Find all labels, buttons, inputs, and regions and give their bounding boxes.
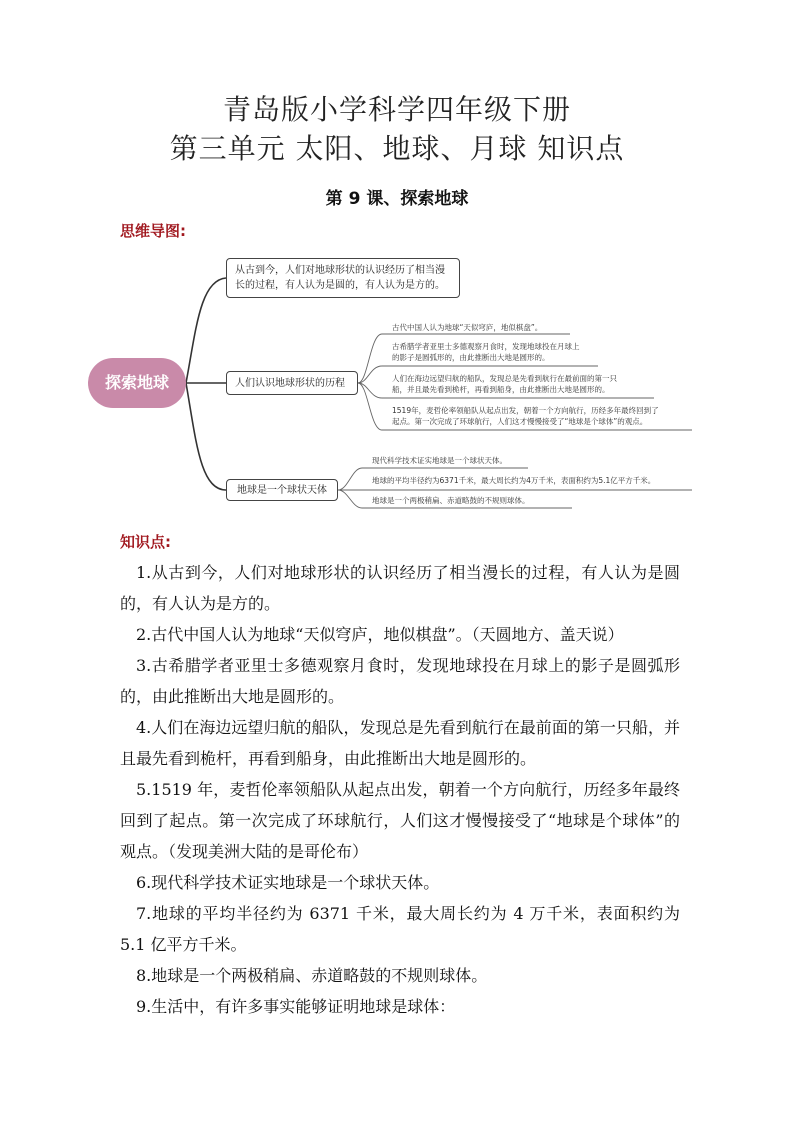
knowledge-point-7: 7.地球的平均半径约为 6371 千米，最大周长约为 4 万千米，表面积约为 5.1 亿平方千米。 [120, 904, 680, 954]
root-node: 探索地球 [88, 358, 186, 408]
leaf-node: 古代中国人认为地球“天似穹庐，地似棋盘”。 [392, 323, 543, 332]
leaf-node: 现代科学技术证实地球是一个球状天体。 [372, 456, 507, 465]
mind-map-label: 思维导图: [120, 222, 186, 240]
knowledge-point-2: 2.古代中国人认为地球“天似穹庐，地似棋盘”。（天圆地方、盖天说） [136, 625, 624, 644]
leaf-node: 古希腊学者亚里士多德观察月食时，发现地球投在月球上 的影子是圆弧形的，由此推断出大地是圆形的。 [392, 342, 580, 362]
branch-node-1: 从古到今，人们对地球形状的认识经历了相当漫长的过程，有人认为是圆的，有人认为是方的。 [226, 258, 460, 298]
knowledge-points-label: 知识点: [120, 533, 171, 551]
knowledge-point-8: 8.地球是一个两极稍扁、赤道略鼓的不规则球体。 [136, 966, 488, 985]
leaf-node: 1519年，麦哲伦率领船队从起点出发，朝着一个方向航行，历经多年最终回到了 起点。第一次完成了环球航行，人们这才慢慢接受了“地球是个球体”的观点。 [392, 406, 659, 426]
connector-branch1 [186, 278, 226, 383]
document-title: 青岛版小学科学四年级下册 [222, 93, 571, 126]
lesson-title: 第 9 课、探索地球 [325, 189, 469, 209]
connector-branch3 [186, 383, 226, 490]
leaf-node: 人们在海边远望归航的船队，发现总是先看到航行在最前面的第一只 船，并且最先看到桅杆，再看到船身，由此推断出大地是圆形的。 [392, 374, 617, 394]
branch-node-3: 地球是一个球状天体 [226, 479, 338, 501]
leaf-node: 地球是一个两极稍扁、赤道略鼓的不规则球体。 [372, 496, 530, 505]
knowledge-point-5: 5.1519 年，麦哲伦率领船队从起点出发，朝着一个方向航行，历经多年最终回到了起点。第一次完成了环球航行，人们这才慢慢接受了“地球是个球体”的观点。（发现美洲大陆的是哥伦布） [120, 780, 680, 861]
knowledge-point-4: 4.人们在海边远望归航的船队，发现总是先看到航行在最前面的第一只船，并且最先看到桅杆，再看到船身，由此推断出大地是圆形的。 [120, 718, 680, 768]
knowledge-point-6: 6.现代科学技术证实地球是一个球状天体。 [136, 873, 440, 892]
branch-node-2: 人们认识地球形状的历程 [226, 371, 358, 395]
knowledge-point-1: 1.从古到今，人们对地球形状的认识经历了相当漫长的过程，有人认为是圆的，有人认为是方的。 [120, 563, 680, 613]
leaf-node: 地球的平均半径约为6371千米，最大周长约为4万千米，表面积约为5.1亿平方千米。 [372, 476, 656, 485]
knowledge-point-3: 3.古希腊学者亚里士多德观察月食时，发现地球投在月球上的影子是圆弧形的，由此推断出大地是圆形的。 [120, 656, 680, 706]
knowledge-point-9: 9.生活中，有许多事实能够证明地球是球体： [136, 997, 456, 1016]
mind-map [0, 0, 794, 530]
unit-title: 第三单元 太阳、地球、月球 知识点 [169, 132, 625, 165]
